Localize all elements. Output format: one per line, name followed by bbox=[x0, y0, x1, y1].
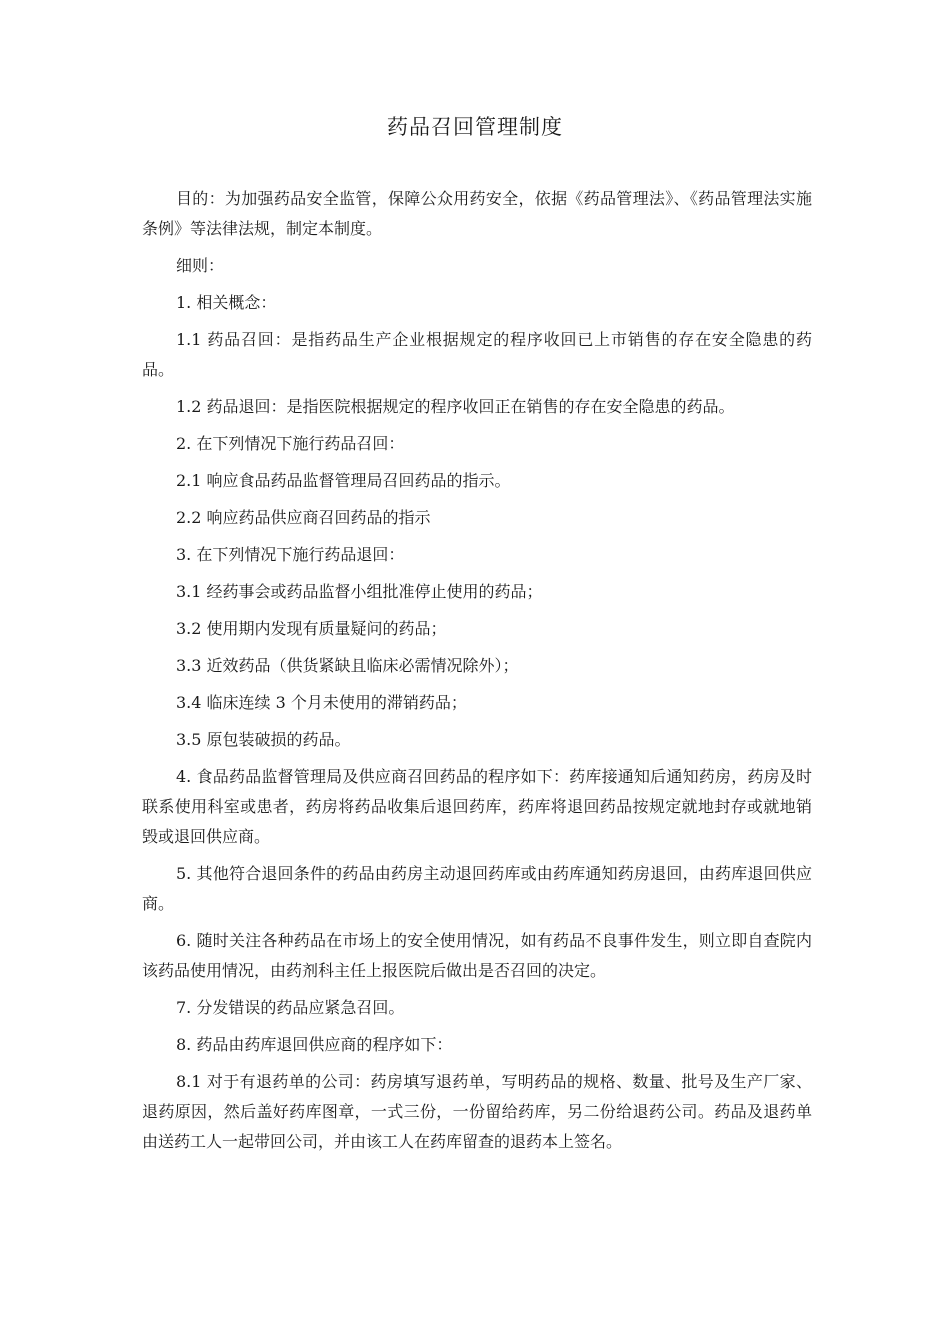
paragraph-section-3: 3. 在下列情况下施行药品退回： bbox=[176, 545, 405, 564]
paragraph-1-2: 1.2 药品退回：是指医院根据规定的程序收回正在销售的存在安全隐患的药品。 bbox=[176, 397, 735, 416]
paragraph-3-5: 3.5 原包装破损的药品。 bbox=[176, 730, 351, 749]
paragraph-2-2: 2.2 响应药品供应商召回药品的指示 bbox=[176, 508, 431, 527]
paragraph-section-8: 8. 药品由药库退回供应商的程序如下： bbox=[176, 1035, 453, 1054]
paragraph-8-1: 8.1 对于有退药单的公司：药房填写退药单，写明药品的规格、数量、批号及生产厂家、退药原因，然后盖好药库图章，一式三份，一份留给药库，另二份给退药公司。药品及退药单由送药工人一起带回公司，并由该工人在药库留查的退药本上签名。 bbox=[142, 1072, 812, 1151]
document-title: 药品召回管理制度 bbox=[387, 115, 563, 139]
paragraph-3-3: 3.3 近效药品（供货紧缺且临床必需情况除外）； bbox=[176, 656, 519, 675]
paragraph-3-4: 3.4 临床连续 3 个月未使用的滞销药品； bbox=[176, 693, 467, 712]
paragraph-purpose: 目的：为加强药品安全监管，保障公众用药安全，依据《药品管理法》、《药品管理法实施条例》等法律法规，制定本制度。 bbox=[142, 189, 812, 238]
paragraph-rules-heading: 细则： bbox=[176, 256, 225, 275]
paragraph-section-5: 5. 其他符合退回条件的药品由药房主动退回药库或由药库通知药房退回，由药库退回供应商。 bbox=[142, 864, 812, 913]
document-body bbox=[142, 184, 812, 1164]
paragraph-3-1: 3.1 经药事会或药品监督小组批准停止使用的药品； bbox=[176, 582, 543, 601]
paragraph-2-1: 2.1 响应食品药品监督管理局召回药品的指示。 bbox=[176, 471, 511, 490]
paragraph-section-2: 2. 在下列情况下施行药品召回： bbox=[176, 434, 405, 453]
paragraph-section-6: 6. 随时关注各种药品在市场上的安全使用情况，如有药品不良事件发生，则立即自查院内该药品使用情况，由药剂科主任上报医院后做出是否召回的决定。 bbox=[142, 931, 812, 980]
paragraph-1-1: 1.1 药品召回：是指药品生产企业根据规定的程序收回已上市销售的存在安全隐患的药品。 bbox=[142, 330, 812, 379]
paragraph-3-2: 3.2 使用期内发现有质量疑问的药品； bbox=[176, 619, 447, 638]
paragraph-section-4: 4. 食品药品监督管理局及供应商召回药品的程序如下：药库接通知后通知药房，药房及时联系使用科室或患者，药房将药品收集后退回药库，药库将退回药品按规定就地封存或就地销毁或退回供应商。 bbox=[142, 767, 812, 846]
paragraph-section-1: 1. 相关概念： bbox=[176, 293, 277, 312]
paragraph-section-7: 7. 分发错误的药品应紧急召回。 bbox=[176, 998, 405, 1017]
